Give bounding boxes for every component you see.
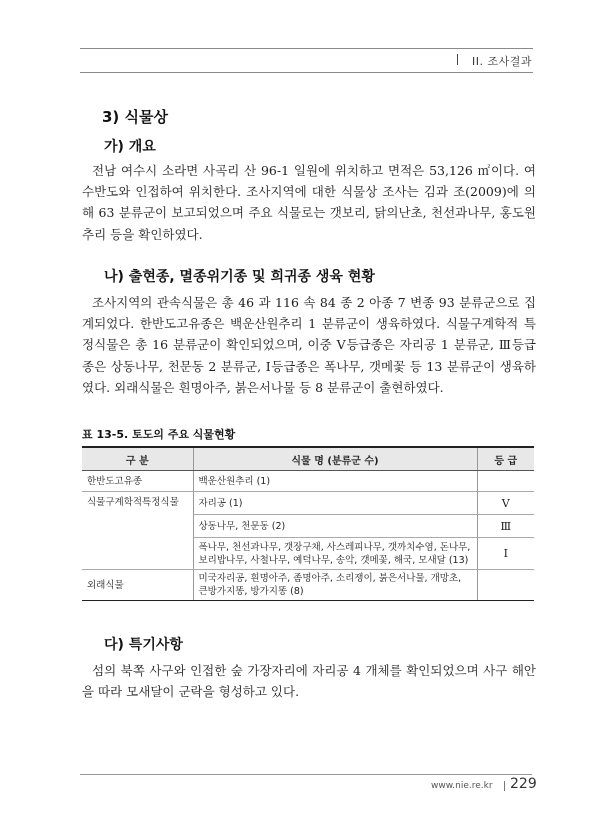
header-rule-bottom — [80, 72, 533, 73]
column-header-grade: 등 급 — [477, 447, 534, 471]
row-category — [82, 515, 193, 538]
row-grade: Ⅴ — [477, 492, 534, 515]
row-category — [82, 538, 193, 570]
page-number: 229 — [510, 776, 537, 792]
row-grade: Ⅰ — [477, 538, 534, 570]
subsection-c-title: 다) 특기사항 — [104, 637, 183, 653]
table-row — [82, 515, 534, 538]
row-plants: 백운산원추리 (1) — [193, 471, 477, 492]
section-title: 3) 식물상 — [102, 108, 168, 126]
subsection-a-title: 가) 개요 — [104, 139, 156, 155]
header-divider — [457, 54, 458, 65]
row-plants: 미국자리공, 흰명아주, 좀명아주, 소리쟁이, 붉은서나물, 개망초, 큰방가지똥, 방가지똥 (8) — [193, 570, 477, 601]
table-row — [82, 492, 534, 515]
row-grade: Ⅲ — [477, 515, 534, 538]
subsection-b-text: 조사지역의 관속식물은 총 46 과 116 속 84 종 2 아종 7 변종 93 분류군으로 집계되었다. 한반도고유종은 백운산원추리 1 분류군이 생육하였다. 식물구계학적 특정식물은 총 16 분류군이 확인되었으며, 이중 Ⅴ등급종은 자리공 1 분류군, Ⅲ등급종은 상동나무, 천문동 2 분류군, Ⅰ등급종은 폭나무, 갯메꽃 등 13 분류군이 생육하였다. 외래식물은 흰명아주, 붉은서나물 등 8 분류군이 출현하였다. — [82, 295, 536, 395]
subsection-a-text: 전남 여수시 소라면 사곡리 산 96-1 일원에 위치하고 면적은 53,126 ㎡이다. 여수반도와 인접하여 위치한다. 조사지역에 대한 식물상 조사는 김과 조(2009)에 의해 63 분류군이 보고되었으며 주요 식물로는 갯보리, 닭의난초, 천선과나무, 홍도원추리 등을 확인하였다. — [82, 163, 536, 242]
row-grade — [477, 471, 534, 492]
table-caption: 표 13-5. 토도의 주요 식물현황 — [82, 428, 236, 441]
footer-rule — [80, 774, 532, 775]
footer-divider — [504, 781, 505, 791]
subsection-b-title: 나) 출현종, 멸종위기종 및 희귀종 생육 현황 — [104, 269, 375, 285]
plant-status-table — [82, 446, 534, 601]
row-category: 한반도고유종 — [82, 471, 193, 492]
row-category: 식물구계학적특정식물 — [87, 497, 179, 508]
subsection-c-text: 섬의 북쪽 사구와 인접한 숲 가장자리에 자리공 4 개체를 확인되었으며 사구 해안을 따라 모새달이 군락을 형성하고 있다. — [82, 663, 536, 700]
row-plants: 자리공 (1) — [193, 492, 477, 515]
running-header: II. 조사결과 — [472, 55, 532, 68]
row-grade — [477, 570, 534, 601]
table-header-row — [82, 447, 534, 471]
header-rule — [80, 48, 533, 49]
table-row — [82, 570, 534, 601]
column-header-category: 구 분 — [82, 447, 193, 471]
column-header-plants: 식물 명 (분류군 수) — [193, 447, 477, 471]
table-row — [82, 471, 534, 492]
row-plants: 폭나무, 천선과나무, 갯장구채, 사스레피나무, 갯까치수염, 돈나무, 보리밥나무, 사철나무, 예덕나무, 송악, 갯메꽃, 해국, 모새달 (13) — [193, 538, 477, 570]
footer-url: www.nie.re.kr — [431, 781, 493, 791]
table-row — [82, 538, 534, 570]
row-plants: 상동나무, 천문동 (2) — [193, 515, 477, 538]
row-category: 외래식물 — [82, 570, 193, 601]
